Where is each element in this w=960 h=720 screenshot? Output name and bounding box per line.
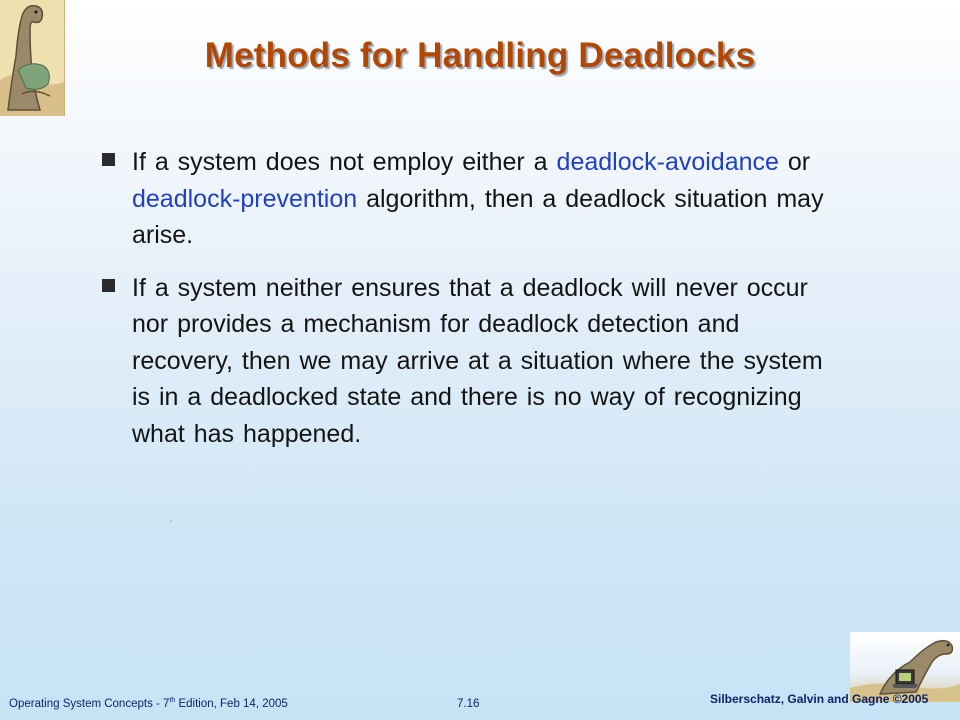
footer-copyright: Silberschatz, Galvin and Gagne ©2005: [710, 692, 929, 706]
bullet-text-segment: If a system does not employ either a: [132, 148, 557, 176]
square-bullet-icon: [102, 279, 115, 292]
footer-superscript: th: [169, 697, 176, 705]
footer-text: Edition, Feb 14, 2005: [175, 698, 288, 710]
slide-title: Methods for Handling Deadlocks: [204, 36, 756, 75]
decorative-dot: [170, 520, 172, 522]
footer-course-info: [9, 698, 288, 710]
bullet-text-segment: algorithm, then a deadlock situation may arise.: [132, 184, 824, 249]
square-bullet-icon: [102, 153, 115, 166]
highlight-term: deadlock-prevention: [132, 184, 358, 213]
slide-number: 7.16: [457, 698, 480, 710]
bullet-item: [102, 144, 842, 254]
footer-text: Operating System Concepts - 7: [9, 698, 170, 710]
bullet-text: [132, 270, 842, 453]
highlight-term: deadlock-avoidance: [556, 148, 779, 176]
bullet-item: [102, 270, 842, 453]
bullet-text: [132, 144, 842, 254]
bullet-list: [102, 144, 842, 468]
bullet-text-segment: or: [778, 148, 811, 176]
bullet-text-segment: If a system neither ensures that a deadlock will never occur nor provides a mechanism for deadlock detection and recovery, then we may arrive at a situation where the system is in a deadlocked state and there is no way of recognizing what has happened.: [132, 273, 823, 448]
